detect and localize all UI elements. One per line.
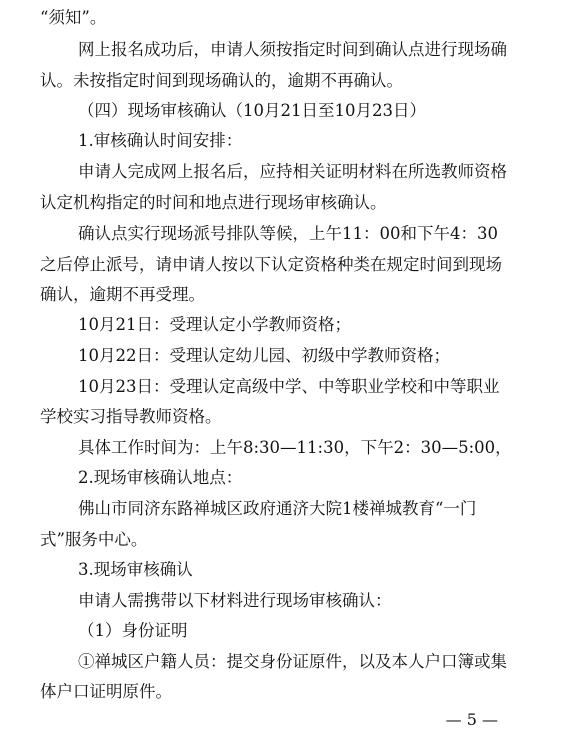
subsection-heading: 3.现场审核确认 xyxy=(78,560,193,579)
paragraph-line: 申请人完成网上报名后，应持相关证明材料在所选教师资格 xyxy=(78,162,507,181)
page-number: — 5 — xyxy=(445,710,498,729)
section-heading: （四）现场审核确认（10月21日至10月23日） xyxy=(78,101,426,120)
paragraph-line: 体户口证明原件。 xyxy=(40,682,172,701)
paragraph-line: ①禅城区户籍人员：提交身份证原件，以及本人户口簿或集 xyxy=(78,652,507,671)
paragraph-line: 学校实习指导教师资格。 xyxy=(40,407,222,426)
subsection-heading: 2.现场审核确认地点： xyxy=(78,468,243,487)
paragraph-line: 认。未按指定时间到现场确认的，逾期不再确认。 xyxy=(40,71,403,90)
paragraph-line: 网上报名成功后，申请人须按指定时间到确认点进行现场确 xyxy=(78,40,507,59)
subsection-heading: 1.审核确认时间安排： xyxy=(78,131,243,150)
paragraph-line: 确认，逾期不再受理。 xyxy=(40,285,205,304)
paragraph-line: 确认点实行现场派号排队等候，上午11：00和下午4：30 xyxy=(78,224,498,243)
schedule-line: 10月21日：受理认定小学教师资格； xyxy=(78,315,351,334)
schedule-line: 10月22日：受理认定幼儿园、初级中学教师资格； xyxy=(78,346,450,365)
list-heading: （1）身份证明 xyxy=(78,621,188,640)
paragraph-line: 具体工作时间为：上午8:30—11:30，下午2：30—5:00， xyxy=(78,438,512,457)
paragraph-line: 式”服务中心。 xyxy=(40,530,148,549)
paragraph-line: 认定机构指定的时间和地点进行现场审核确认。 xyxy=(40,193,387,212)
paragraph-line: 之后停止派号，请申请人按以下认定资格种类在规定时间到现场 xyxy=(40,255,502,274)
paragraph-line: “须知”。 xyxy=(40,8,107,27)
paragraph-line: 佛山市同济东路禅城区政府通济大院1楼禅城教育“一门 xyxy=(78,499,477,518)
paragraph-line: 申请人需携带以下材料进行现场审核确认： xyxy=(78,591,392,610)
schedule-line: 10月23日：受理认定高级中学、中等职业学校和中等职业 xyxy=(78,377,500,396)
